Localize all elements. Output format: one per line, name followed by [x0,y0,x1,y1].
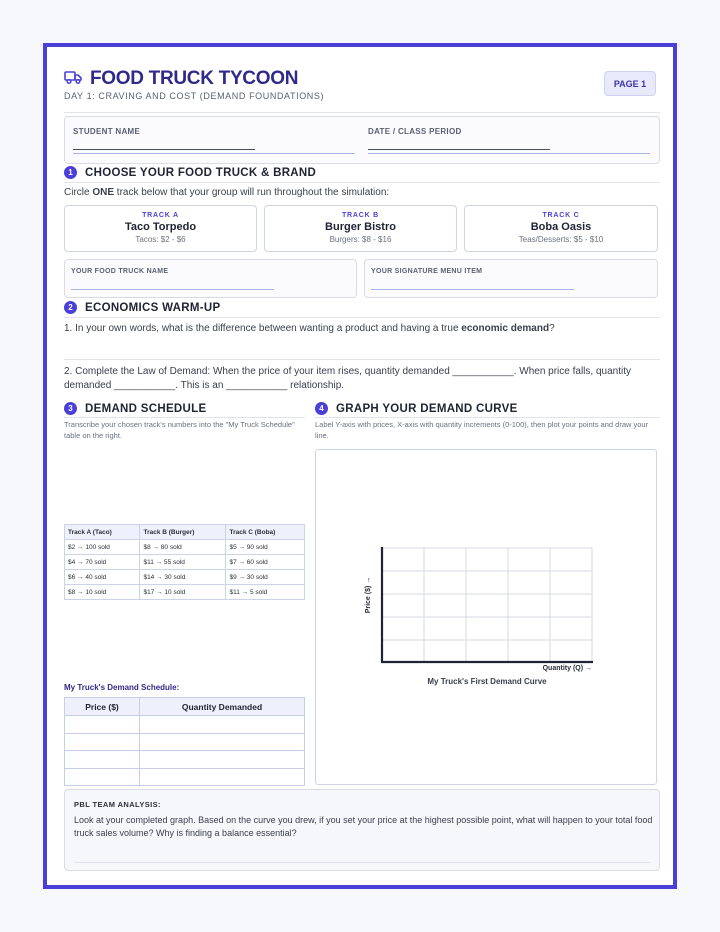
my-demand-schedule-table [64,697,305,786]
table-cell: $14 → 30 sold [140,570,226,585]
section-title: CHOOSE YOUR FOOD TRUCK & BRAND [85,166,317,179]
x-axis-label: Quantity (Q) → [542,665,592,672]
team-analysis-box [64,789,660,871]
y-axis-label: Price ($) → [365,576,372,614]
section-number: 1 [64,166,77,179]
table-row [65,540,305,555]
section-divider [64,182,660,183]
question-1: 1. In your own words, what is the difference between wanting a product and having a true economic demand? [64,323,555,334]
table-cell: $4 → 70 sold [65,555,140,570]
table-cell: $8 → 80 sold [140,540,226,555]
section-divider [64,317,660,318]
date-underline [368,153,650,154]
column-header: Track B (Burger) [140,525,226,540]
quantity-cell[interactable] [140,751,305,769]
table-cell: $2 → 100 sold [65,540,140,555]
table-header-row [65,525,305,540]
section-3-heading [64,402,206,415]
track-name: Burger Bistro [325,221,396,233]
student-info-box [64,116,660,164]
column-header: Price ($) [65,698,140,716]
table-row [65,555,305,570]
table-cell: $11 → 5 sold [226,585,305,600]
section-title: GRAPH YOUR DEMAND CURVE [336,402,518,415]
truck-name-field[interactable] [71,289,274,290]
question-2 [64,365,664,393]
student-name-label: STUDENT NAME [73,127,141,136]
student-name-underline [73,153,355,154]
track-schedules-table [64,524,305,600]
answer-line[interactable] [74,862,650,863]
table-row [65,716,305,734]
track-tag: TRACK C [542,212,580,219]
truck-icon [64,69,82,90]
page-badge: PAGE 1 [604,71,656,96]
track-tag: TRACK A [142,212,179,219]
section-4-instruction: Label Y-axis with prices, X-axis with quantity increments (0-100), then plot your points and draw your line. [315,420,649,440]
section-number: 4 [315,402,328,415]
table-row [65,768,305,786]
truck-name-box [64,259,357,298]
answer-line[interactable] [64,359,660,360]
table-cell: $17 → 10 sold [140,585,226,600]
section-3-instruction: Transcribe your chosen track's numbers into the "My Truck Schedule" table on the right. [64,420,295,440]
section-2-heading [64,301,220,314]
track-name: Taco Torpedo [124,221,197,233]
analysis-title: PBL TEAM ANALYSIS: [74,800,161,809]
track-card-b[interactable] [264,205,457,252]
table-cell: $8 → 10 sold [65,585,140,600]
signature-item-box [364,259,658,298]
track-price: Burgers: $8 - $16 [329,235,392,244]
question-2-line-2: demanded ___________. This is an ___________ relationship. [64,380,345,391]
table-cell: $11 → 55 sold [140,555,226,570]
section-number: 3 [64,402,77,415]
price-cell[interactable] [65,768,140,786]
track-price: Teas/Desserts: $5 - $10 [518,235,604,244]
quantity-cell[interactable] [140,716,305,734]
section-number: 2 [64,301,77,314]
table-row [65,585,305,600]
table-header-row [65,698,305,716]
signature-item-field[interactable] [371,289,574,290]
graph-area[interactable] [315,449,657,785]
table-row [65,733,305,751]
quantity-cell[interactable] [140,768,305,786]
date-field[interactable] [368,149,550,150]
track-tag: TRACK B [341,212,380,219]
price-cell[interactable] [65,716,140,734]
worksheet-page [43,43,677,889]
table-cell: $7 → 60 sold [226,555,305,570]
section-4-heading [315,402,518,415]
header-divider [64,112,660,113]
section-title: DEMAND SCHEDULE [85,402,207,415]
header-brand [64,68,298,90]
table-row [65,570,305,585]
analysis-text: Look at your completed graph. Based on the curve you drew, if you set your price at the highest possible point, what will happen to your total food truck sales volume? Why is finding a balance essential? [74,815,653,838]
column-header: Track C (Boba) [226,525,305,540]
track-card-a[interactable] [64,205,257,252]
section-divider [315,417,660,418]
section-1-instruction: Circle ONE track below that your group will run throughout the simulation: [64,187,390,198]
table-row [65,751,305,769]
date-label: DATE / CLASS PERIOD [368,127,462,136]
price-cell[interactable] [65,751,140,769]
track-price: Tacos: $2 - $6 [135,235,186,244]
truck-name-label: YOUR FOOD TRUCK NAME [71,268,169,275]
price-cell[interactable] [65,733,140,751]
section-1-heading [64,166,316,179]
table-cell: $5 → 90 sold [226,540,305,555]
graph-caption: My Truck's First Demand Curve [427,677,547,686]
track-card-c[interactable] [464,205,658,252]
table-cell: $9 → 30 sold [226,570,305,585]
section-divider [64,417,305,418]
column-header: Quantity Demanded [140,698,305,716]
table-cell: $6 → 40 sold [65,570,140,585]
my-schedule-title: My Truck's Demand Schedule: [64,683,180,692]
page-title: FOOD TRUCK TYCOON [90,68,299,89]
page-subtitle: DAY 1: CRAVING AND COST (DEMAND FOUNDATIONS) [64,91,325,101]
track-name: Boba Oasis [530,221,592,233]
section-title: ECONOMICS WARM-UP [85,301,221,314]
student-name-field[interactable] [73,149,255,150]
question-2-line-1: 2. Complete the Law of Demand: When the price of your item rises, quantity demanded ___________. When price falls, quantity [64,366,631,377]
quantity-cell[interactable] [140,733,305,751]
column-header: Track A (Taco) [65,525,140,540]
signature-item-label: YOUR SIGNATURE MENU ITEM [371,268,483,275]
